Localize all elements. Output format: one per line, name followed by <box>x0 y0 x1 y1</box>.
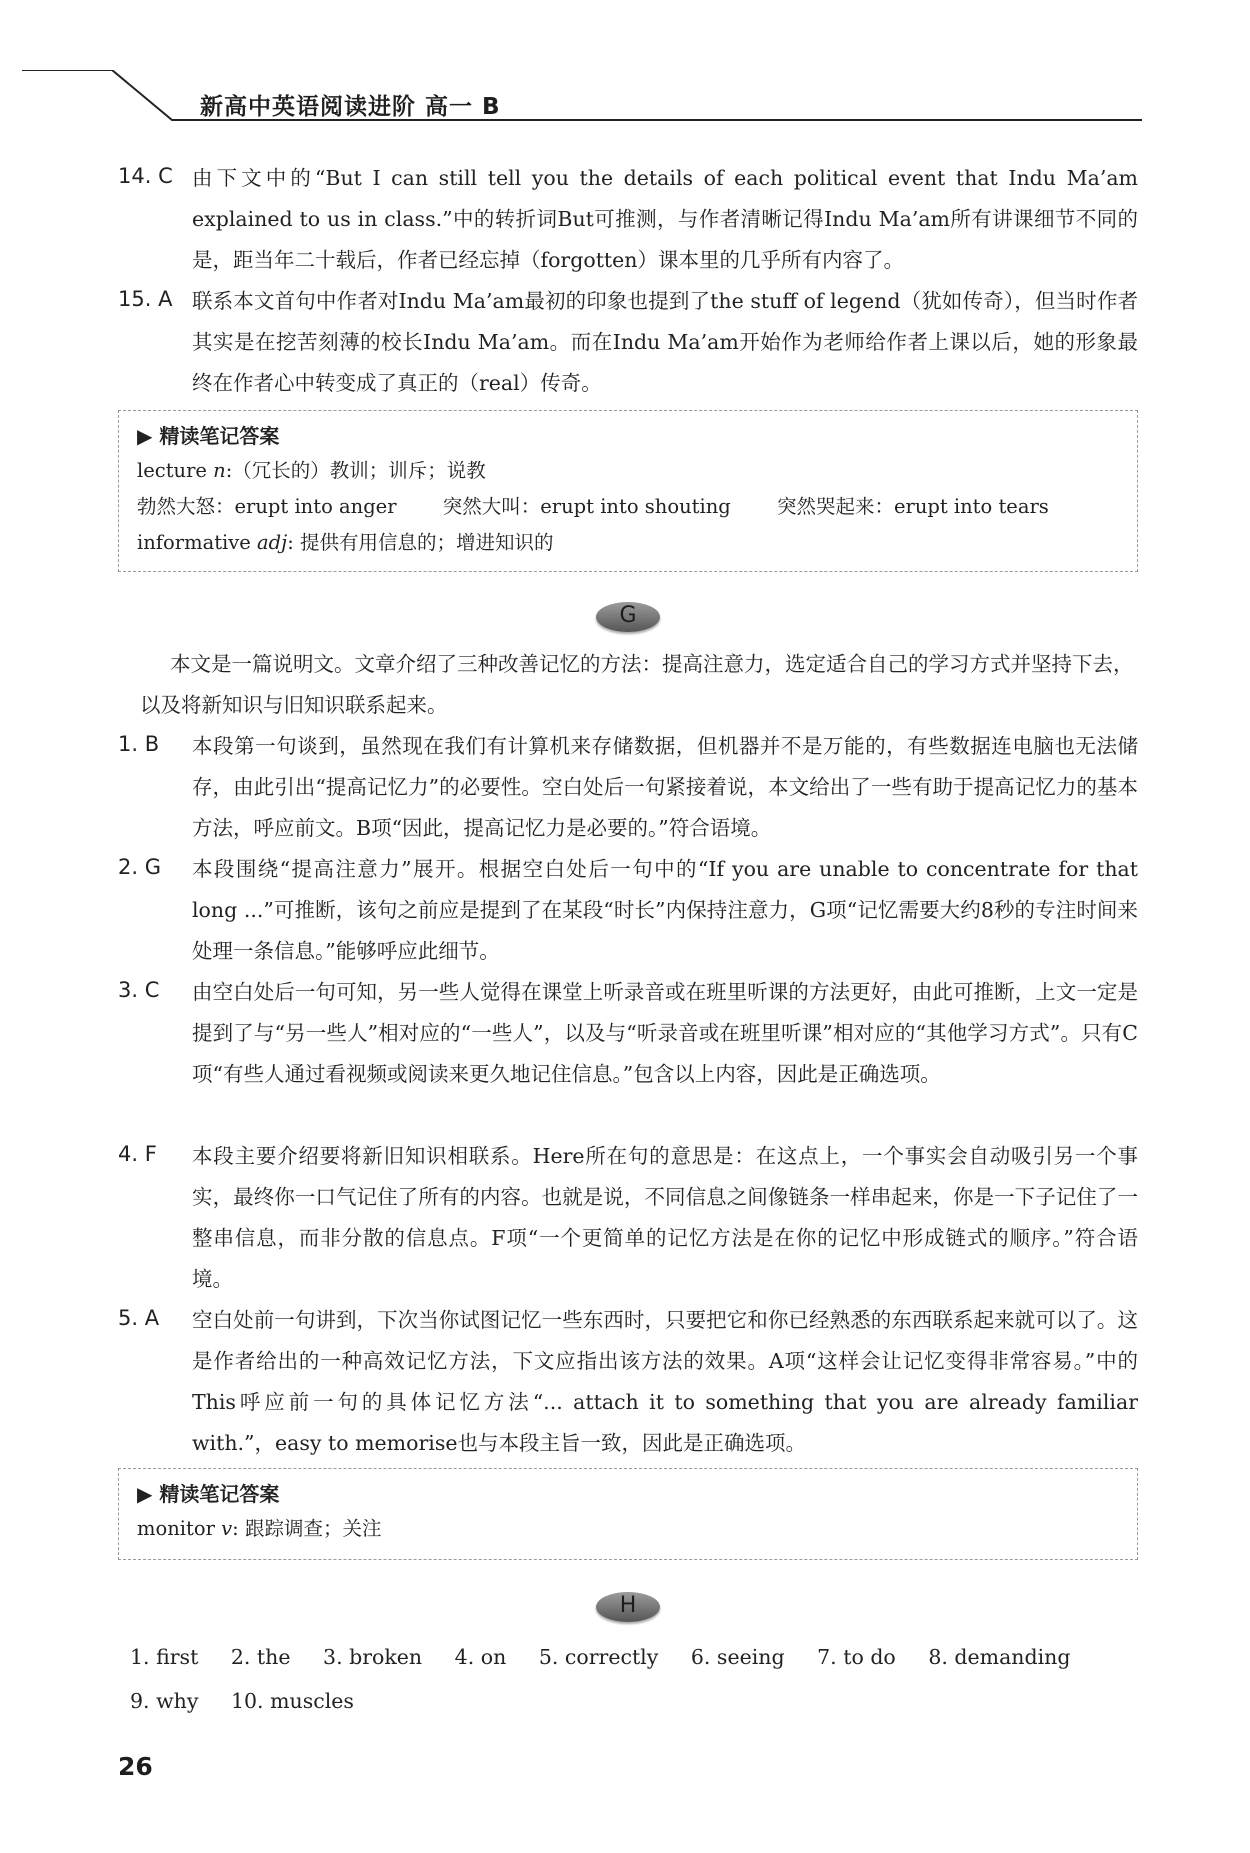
answer-number: 5. A <box>118 1306 160 1330</box>
note-definition: :（冗长的）教训；训斥；说教 <box>225 459 486 482</box>
answer-entry: 4. on <box>454 1645 507 1669</box>
answer-item <box>118 972 1138 1095</box>
answer-entry: 9. why <box>130 1689 199 1713</box>
note-phrase: 突然哭起来：erupt into tears <box>776 495 1049 518</box>
answer-text: 空白处前一句讲到，下次当你试图记忆一些东西时，只要把它和你已经熟悉的东西联系起来就可以了。这是作者给出的一种高效记忆方法，下文应指出该方法的效果。A项“这样会让记忆变得非常容易。”中的This呼应前一句的具体记忆方法“... attach it to something that you are already familiar with.”，easy to memorise也与本段主旨一致，因此是正确选项。 <box>192 1308 1138 1455</box>
answer-entry: 7. to do <box>817 1645 896 1669</box>
note-pos: v <box>221 1517 233 1540</box>
answer-number: 3. C <box>118 978 160 1002</box>
section-badge-h: H <box>596 1592 660 1622</box>
notes-title: ▶ 精读笔记答案 <box>137 1482 280 1506</box>
answer-item <box>118 1300 1138 1464</box>
answer-item <box>118 726 1138 849</box>
answer-number: 14. C <box>118 164 173 188</box>
fill-in-answers <box>130 1635 1140 1723</box>
note-pos: n <box>213 459 226 482</box>
answer-item <box>118 849 1138 972</box>
answer-entry: 8. demanding <box>928 1645 1071 1669</box>
answer-number: 2. G <box>118 855 161 879</box>
answer-text: 本段围绕“提高注意力”展开。根据空白处后一句中的“If you are unable to concentrate for that long ...”可推断，该句之前应是提到了在某段“时长”内保持注意力，G项“记忆需要大约8秒的专注时间来处理一条信息。”能够呼应此细节。 <box>192 857 1138 963</box>
note-phrase: 突然大叫：erupt into shouting <box>442 495 731 518</box>
answer-text: 联系本文首句中作者对Indu Ma’am最初的印象也提到了the stuff of legend（犹如传奇），但当时作者其实是在挖苦刻薄的校长Indu Ma’am。而在Indu Ma’am开始作为老师给作者上课以后，她的形象最终在作者心中转变成了真正的（real）传奇。 <box>192 289 1138 395</box>
note-word: informative <box>137 531 251 554</box>
note-definition: : 跟踪调查；关注 <box>232 1517 382 1540</box>
note-line <box>137 489 1119 525</box>
reading-notes-box <box>118 1468 1138 1560</box>
answer-number: 1. B <box>118 732 160 756</box>
answer-entry: 2. the <box>230 1645 291 1669</box>
answer-entry: 3. broken <box>323 1645 423 1669</box>
answer-entry: 1. first <box>130 1645 199 1669</box>
page-number: 26 <box>118 1752 153 1781</box>
answer-text: 本段主要介绍要将新旧知识相联系。Here所在句的意思是：在这点上，一个事实会自动吸引另一个事实，最终你一口气记住了所有的内容。也就是说，不同信息之间像链条一样串起来，你是一下子记住了一整串信息，而非分散的信息点。F项“一个更简单的记忆方法是在你的记忆中形成链式的顺序。”符合语境。 <box>192 1144 1138 1291</box>
answer-entry: 10. muscles <box>230 1689 354 1713</box>
answer-entry: 6. seeing <box>690 1645 785 1669</box>
answer-number: 4. F <box>118 1142 157 1166</box>
section-badge-g: G <box>596 602 660 632</box>
note-word: monitor <box>137 1517 215 1540</box>
note-pos: adj <box>257 531 288 554</box>
answer-text: 本段第一句谈到，虽然现在我们有计算机来存储数据，但机器并不是万能的，有些数据连电脑也无法储存，由此引出“提高记忆力”的必要性。空白处后一句紧接着说，本文给出了一些有助于提高记忆力的基本方法，呼应前文。B项“因此，提高记忆力是必要的。”符合语境。 <box>192 734 1138 840</box>
answer-text: 由下文中的“But I can still tell you the details of each political event that Indu Ma’am explained to us in class.”中的转折词But可推测，与作者清晰记得Indu Ma’am所有讲课细节不同的是，距当年二十载后，作者已经忘掉（forgotten）课本里的几乎所有内容了。 <box>192 166 1138 272</box>
answer-item <box>118 281 1138 404</box>
answer-item <box>118 1136 1138 1300</box>
note-line <box>137 525 1119 561</box>
note-definition: : 提供有用信息的；增进知识的 <box>287 531 554 554</box>
answer-item <box>118 158 1138 281</box>
header-rule <box>22 70 1142 130</box>
notes-title: ▶ 精读笔记答案 <box>137 424 280 448</box>
header-title: 新高中英语阅读进阶 高一 B <box>200 94 501 120</box>
answer-number: 15. A <box>118 287 173 311</box>
reading-notes-box <box>118 410 1138 572</box>
section-intro: 本文是一篇说明文。文章介绍了三种改善记忆的方法：提高注意力，选定适合自己的学习方式并坚持下去，以及将新知识与旧知识联系起来。 <box>140 652 1134 717</box>
answer-entry: 5. correctly <box>538 1645 659 1669</box>
note-phrase: 勃然大怒：erupt into anger <box>137 495 397 518</box>
note-line <box>137 453 1119 489</box>
note-word: lecture <box>137 459 207 482</box>
answer-text: 由空白处后一句可知，另一些人觉得在课堂上听录音或在班里听课的方法更好，由此可推断，上文一定是提到了与“另一些人”相对应的“一些人”，以及与“听录音或在班里听课”相对应的“其他学习方式”。只有C项“有些人通过看视频或阅读来更久地记住信息。”包含以上内容，因此是正确选项。 <box>192 980 1138 1086</box>
note-line <box>137 1511 1119 1547</box>
